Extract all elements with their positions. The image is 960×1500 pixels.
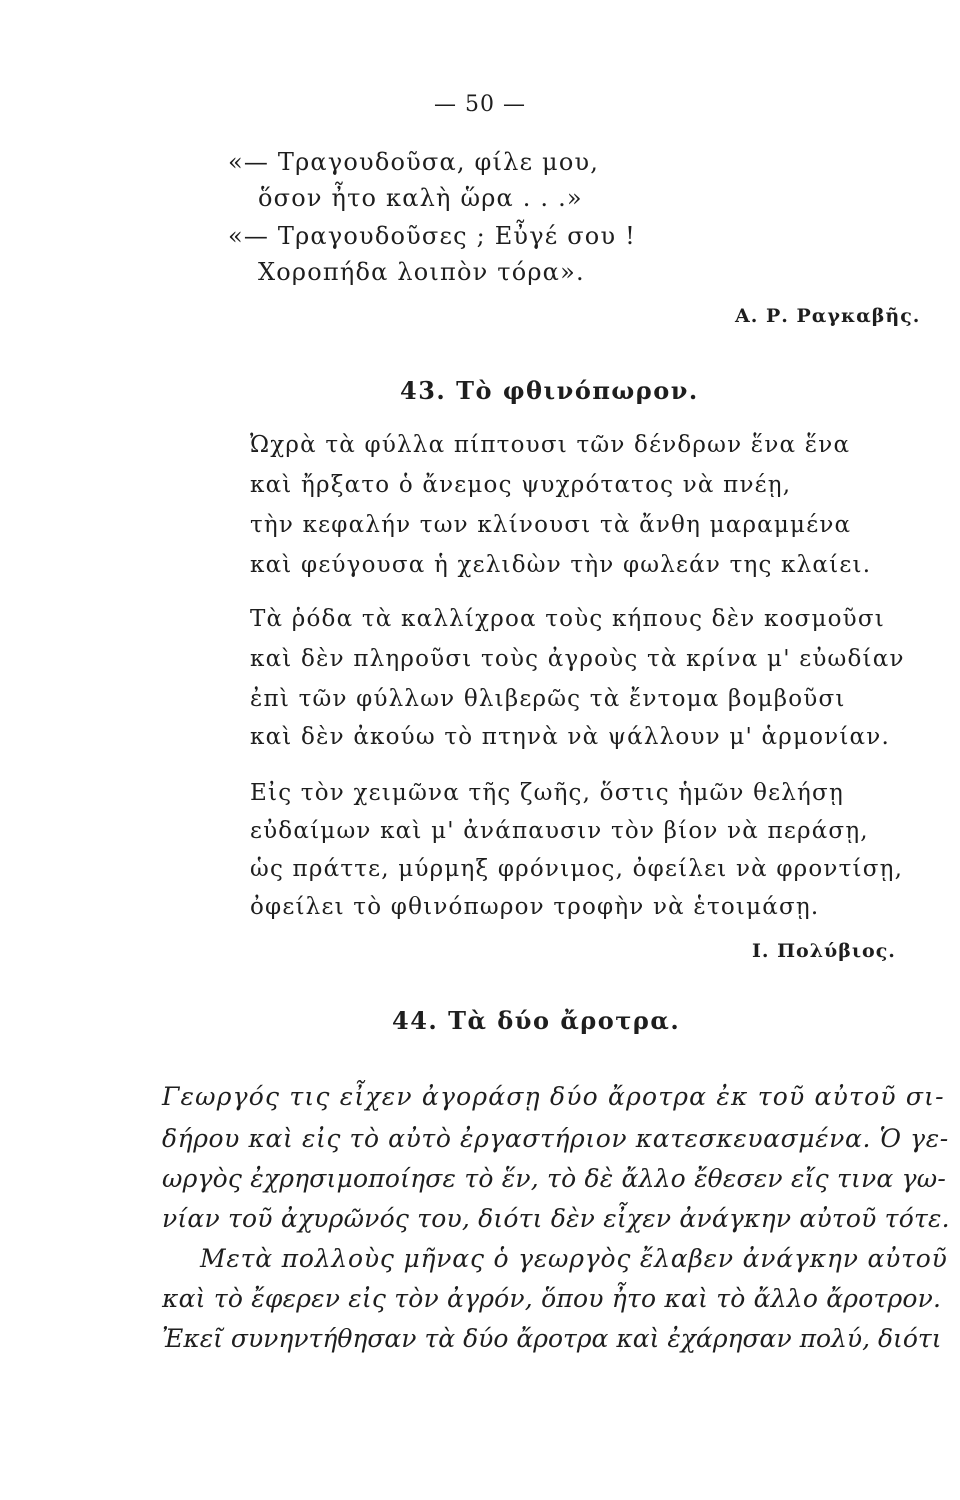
verse-line: καὶ δὲν πληροῦσι τοὺς ἀγροὺς τὰ κρίνα μ' εὐωδίαν [250, 646, 905, 672]
prose-line: καὶ τὸ ἔφερεν εἰς τὸν ἀγρόν, ὅπου ἦτο καὶ τὸ ἄλλο ἄροτρον. [162, 1284, 942, 1313]
verse-line: καὶ φεύγουσα ἡ χελιδὼν τὴν φωλεάν της κλαίει. [250, 552, 872, 578]
poem-line: «— Τραγουδοῦσα, φίλε μου, [228, 148, 600, 176]
page-number: — 50 — [434, 92, 526, 117]
verse-line: ὡς πράττε, μύρμηξ φρόνιμος, ὀφείλει νὰ φροντίσῃ, [250, 856, 904, 882]
verse-line: τὴν κεφαλήν των κλίνουσι τὰ ἄνθη μαραμμένα [250, 512, 852, 538]
author-attribution: Α. Ρ. Ραγκαβῆς. [735, 305, 921, 327]
poem-line: Χοροπήδα λοιπὸν τόρα». [258, 258, 585, 286]
prose-line: νίαν τοῦ ἀχυρῶνός του, διότι δὲν εἶχεν ἀνάγκην αὐτοῦ τότε. [162, 1204, 950, 1233]
section-heading: 43. Τὸ φθινόπωρον. [400, 376, 699, 405]
prose-line: Γεωργός τις εἶχεν ἀγοράσῃ δύο ἄροτρα ἐκ τοῦ αὐτοῦ σι- [162, 1082, 945, 1111]
prose-line: δήρου καὶ εἰς τὸ αὐτὸ ἐργαστήριον κατεσκευασμένα. Ὁ γε- [162, 1124, 949, 1153]
verse-line: καὶ ἤρξατο ὁ ἄνεμος ψυχρότατος νὰ πνέῃ, [250, 472, 792, 498]
verse-line: ὀφείλει τὸ φθινόπωρον τροφὴν νὰ ἑτοιμάσῃ. [250, 894, 820, 920]
prose-line: ωργὸς ἐχρησιμοποίησε τὸ ἕν, τὸ δὲ ἄλλο ἔθεσεν εἴς τινα γω- [162, 1164, 946, 1193]
poem-line: «— Τραγουδοῦσες ; Εὖγέ σου ! [228, 222, 636, 250]
verse-line: Εἰς τὸν χειμῶνα τῆς ζωῆς, ὅστις ἡμῶν θελήσῃ [250, 780, 844, 806]
verse-line: καὶ δὲν ἀκούω τὸ πτηνὰ νὰ ψάλλουν μ' ἁρμονίαν. [250, 724, 890, 750]
poem-line: ὅσον ἦτο καλὴ ὥρα . . .» [258, 184, 583, 212]
verse-line: Τὰ ῥόδα τὰ καλλίχροα τοὺς κήπους δὲν κοσμοῦσι [250, 606, 885, 632]
prose-line: Ἐκεῖ συνηντήθησαν τὰ δύο ἄροτρα καὶ ἐχάρησαν πολύ, διότι [162, 1324, 942, 1353]
verse-line: Ὠχρὰ τὰ φύλλα πίπτουσι τῶν δένδρων ἕνα ἕνα [250, 432, 851, 458]
section-heading: 44. Τὰ δύο ἄροτρα. [392, 1006, 681, 1035]
author-attribution: Ι. Πολύβιος. [752, 940, 896, 962]
verse-line: ἐπὶ τῶν φύλλων θλιβερῶς τὰ ἔντομα βομβοῦσι [250, 686, 846, 712]
verse-line: εὐδαίμων καὶ μ' ἀνάπαυσιν τὸν βίον νὰ περάσῃ, [250, 818, 869, 844]
prose-line: Μετὰ πολλοὺς μῆνας ὁ γεωργὸς ἔλαβεν ἀνάγκην αὐτοῦ [200, 1244, 948, 1273]
